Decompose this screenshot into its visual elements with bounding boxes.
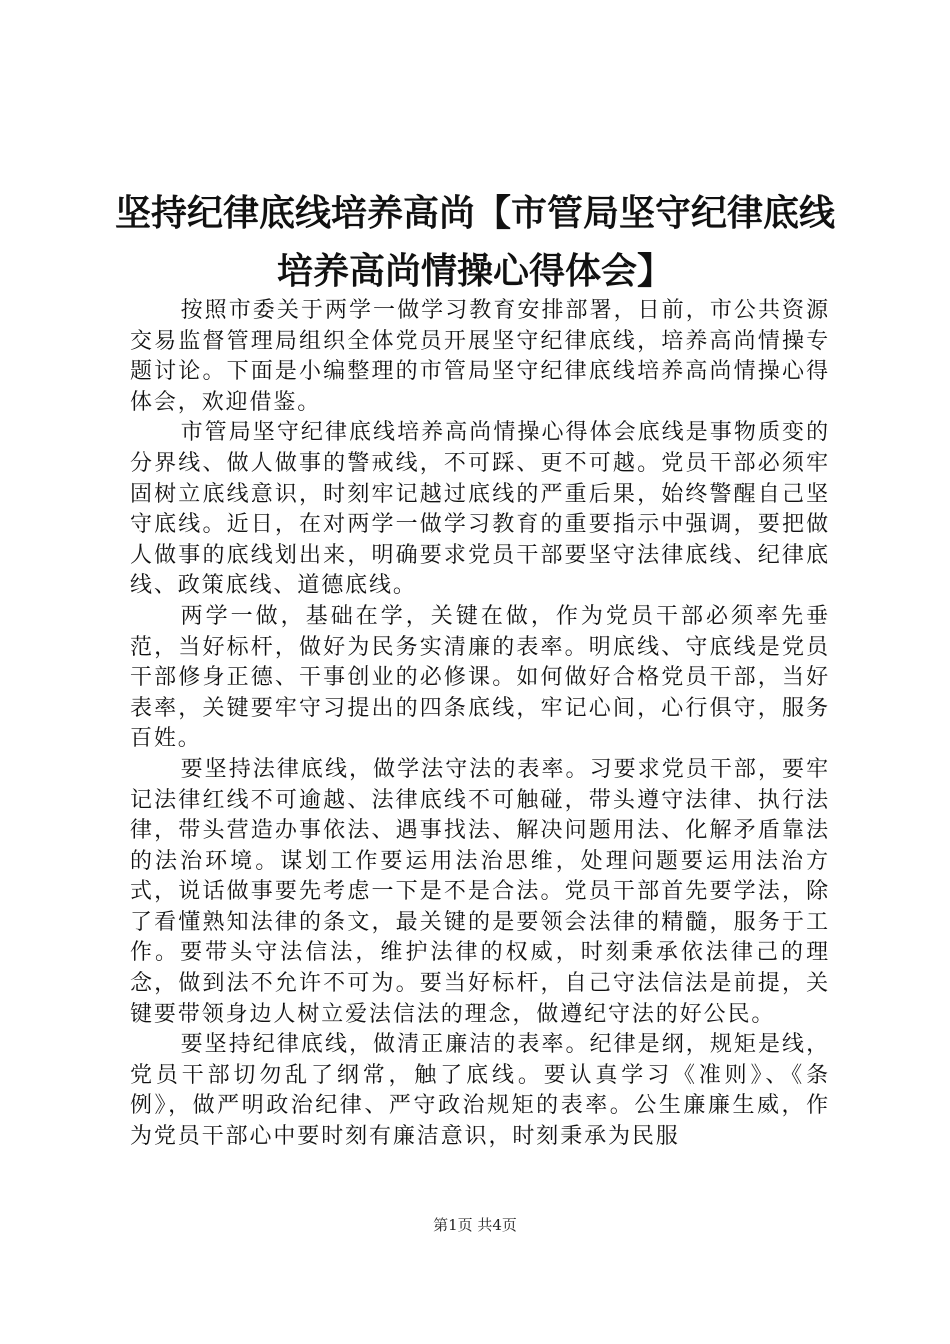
- document-body: [130, 296, 830, 1153]
- page-footer: [0, 1215, 950, 1235]
- page-number: 第1页 共4页: [433, 1216, 517, 1234]
- paragraph-discipline-bottom-line: 要坚持纪律底线，做清正廉洁的表率。纪律是纲，规矩是线，党员干部切勿乱了纲常，触了底线。要认真学习《准则》、《条例》，做严明政治纪律、严守政治规矩的表率。公生廉廉生威，作为党员干部心中要时刻有廉洁意识，时刻秉承为民服: [130, 1032, 830, 1150]
- title-line-1: 坚持纪律底线培养高尚【市管局坚守纪律底线: [114, 193, 835, 234]
- paragraph-law-bottom-line: 要坚持法律底线，做学法守法的表率。习要求党员干部，要牢记法律红线不可逾越、法律底线不可触碰，带头遵守法律、执行法律，带头营造办事依法、遇事找法、解决问题用法、化解矛盾靠法的法治环境。谋划工作要运用法治思维，处理问题要运用法治方式，说话做事要先考虑一下是不是合法。党员干部首先要学法，除了看懂熟知法律的条文，最关键的是要领会法律的精髓，服务于工作。要带头守法信法，维护法律的权威，时刻秉承依法律己的理念，做到法不允许不可为。要当好标杆，自己守法信法是前提，关键要带领身边人树立爱法信法的理念，做遵纪守法的好公民。: [130, 756, 830, 1027]
- paragraph-two-learn-one-do: 两学一做，基础在学，关键在做，作为党员干部必须率先垂范，当好标杆，做好为民务实清廉的表率。明底线、守底线是党员干部修身正德、干事创业的必修课。如何做好合格党员干部，当好表率，关键要牢守习提出的四条底线，牢记心间，心行俱守，服务百姓。: [130, 603, 830, 752]
- document-title: [100, 185, 850, 301]
- paragraph-bottom-line: 市管局坚守纪律底线培养高尚情操心得体会底线是事物质变的分界线、做人做事的警戒线，不可踩、更不可越。党员干部必须牢固树立底线意识，时刻牢记越过底线的严重后果，始终警醒自己坚守底线。近日，在对两学一做学习教育的重要指示中强调，要把做人做事的底线划出来，明确要求党员干部要坚守法律底线、纪律底线、政策底线、道德底线。: [130, 420, 830, 599]
- paragraph-intro: 按照市委关于两学一做学习教育安排部署，日前，市公共资源交易监督管理局组织全体党员开展坚守纪律底线，培养高尚情操专题讨论。下面是小编整理的市管局坚守纪律底线培养高尚情操心得体会，欢迎借鉴。: [130, 298, 830, 415]
- title-line-2: 培养高尚情操心得体会】: [276, 251, 673, 292]
